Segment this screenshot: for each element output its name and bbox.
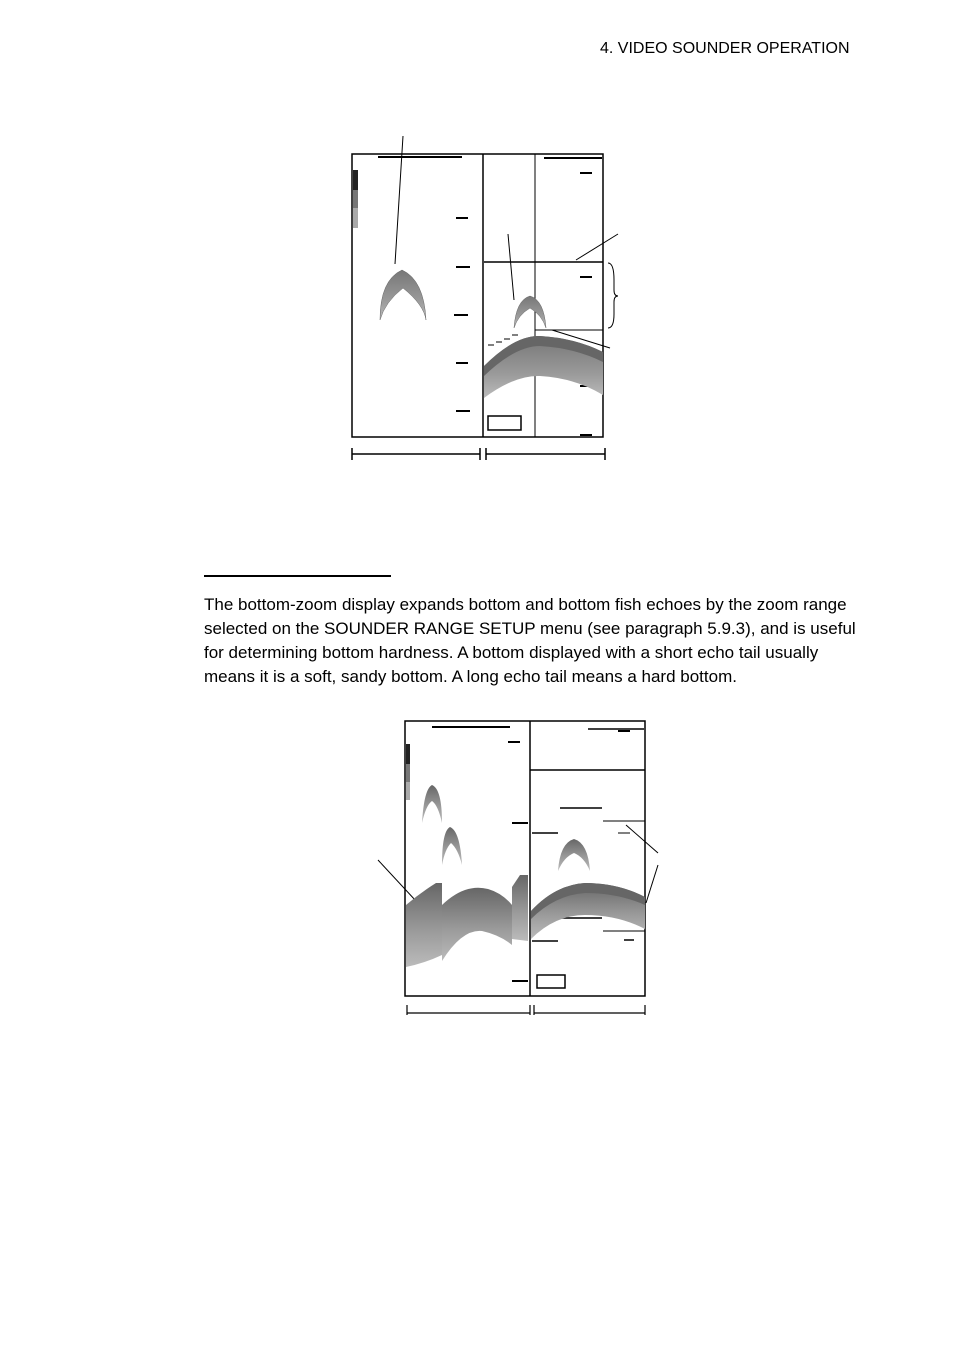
callout-line	[646, 865, 658, 903]
color-bar	[353, 170, 358, 190]
fish-echo	[442, 827, 462, 865]
screen-bracket	[352, 448, 480, 460]
fish-echo	[380, 270, 426, 320]
callout-line	[378, 860, 416, 901]
range-box	[488, 416, 521, 430]
callout-line	[626, 825, 658, 853]
fish-echo	[422, 785, 442, 823]
bottom-zoom-display-figure	[370, 715, 670, 1020]
screen-bracket	[486, 448, 605, 460]
callout-line	[395, 136, 403, 264]
zoom-range-brace	[608, 263, 618, 328]
body-paragraph: The bottom-zoom display expands bottom and bottom fish echoes by the zoom range selected on the SOUNDER RANGE SETUP menu (see paragraph 5.9.3), and is useful for determining bottom hardness. A bottom displayed with a short echo tail usually means it is a soft, sandy bottom. A long echo tail means a hard bottom.	[204, 595, 856, 686]
marker-zoom-display-figure	[340, 130, 630, 470]
bottom-echo	[442, 888, 512, 961]
depth-scale-ticks	[508, 742, 528, 981]
range-box	[537, 975, 565, 988]
screen-bracket	[407, 1005, 530, 1015]
fish-echo	[514, 296, 546, 328]
callout-line	[576, 234, 618, 260]
fish-echo	[558, 839, 590, 871]
section-header: 4. VIDEO SOUNDER OPERATION	[600, 40, 850, 57]
color-bar	[406, 744, 410, 764]
callout-line	[508, 234, 514, 300]
section-heading-rule	[204, 575, 391, 577]
screen-bracket	[534, 1005, 645, 1015]
